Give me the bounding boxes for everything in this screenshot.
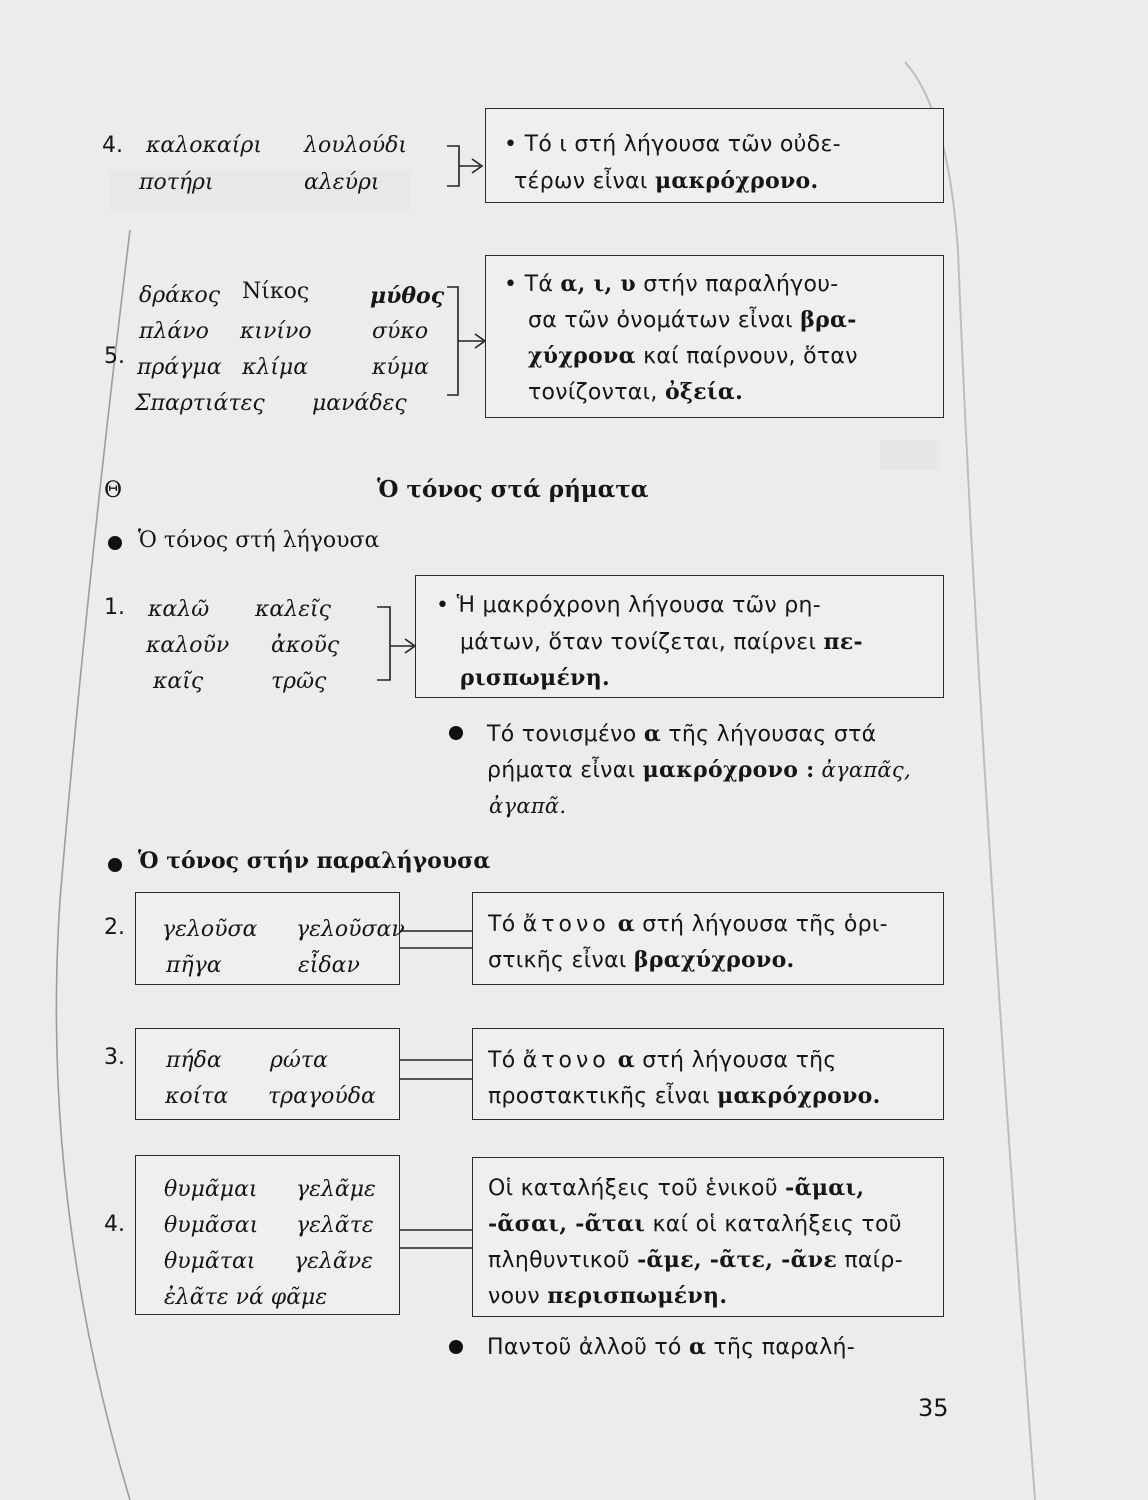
item-number: 1. bbox=[104, 595, 125, 620]
subsection-title: Ὁ τόνος στή λήγουσα bbox=[138, 528, 380, 553]
note-line: ἀγαπᾶ. bbox=[489, 794, 567, 818]
note-line: ρήματα εἶναι μακρόχρονο : ἀγαπᾶς, bbox=[487, 757, 911, 783]
bullet-icon bbox=[449, 726, 463, 740]
word: μύθος bbox=[370, 283, 445, 309]
word: τραγούδα bbox=[268, 1084, 376, 1109]
word: γελᾶμε bbox=[296, 1177, 376, 1202]
word: αλεύρι bbox=[304, 170, 380, 195]
rule-line: νουν περισπωμένη. bbox=[488, 1283, 728, 1309]
word: λουλούδι bbox=[304, 133, 407, 158]
word: καῖς bbox=[153, 669, 204, 694]
word: πράγμα bbox=[137, 355, 222, 380]
word: ρώτα bbox=[270, 1048, 328, 1073]
item-number: 3. bbox=[104, 1045, 125, 1070]
word: θυμᾶσαι bbox=[164, 1213, 259, 1238]
word: σύκο bbox=[372, 319, 429, 344]
word: κοίτα bbox=[165, 1084, 229, 1109]
word: πήδα bbox=[166, 1048, 222, 1073]
word: ποτήρι bbox=[139, 170, 214, 195]
rule-line: ρισπωμένη. bbox=[460, 665, 610, 691]
word: ἐλᾶτε νά φᾶμε bbox=[164, 1285, 328, 1310]
word: γελᾶτε bbox=[296, 1213, 374, 1238]
rule-line: τονίζονται, ὀξεία. bbox=[528, 379, 744, 405]
bullet-icon bbox=[108, 858, 122, 872]
word: δράκος bbox=[139, 283, 221, 308]
word: ἀκοῦς bbox=[271, 633, 340, 658]
word: γελᾶνε bbox=[294, 1249, 373, 1274]
rule-line: Τό ἄτονο α στή λήγουσα τῆς bbox=[488, 1047, 837, 1073]
word: κλίμα bbox=[242, 355, 309, 380]
word: εἶδαν bbox=[298, 953, 360, 978]
word: κινίνο bbox=[240, 319, 312, 344]
word: πλάνο bbox=[139, 319, 209, 344]
rule-line: τέρων εἶναι μακρόχρονο. bbox=[514, 168, 819, 194]
word: μανάδες bbox=[312, 391, 407, 416]
word: θυμᾶμαι bbox=[164, 1177, 258, 1202]
rule-line: σα τῶν ὀνομάτων εἶναι βρα- bbox=[528, 307, 857, 333]
rule-line: πληθυντικοῦ -ᾶμε, -ᾶτε, -ᾶνε παίρ- bbox=[488, 1247, 903, 1273]
rule-line: • Τό ι στή λήγουσα τῶν οὐδε- bbox=[504, 132, 841, 157]
word: καλεῖς bbox=[255, 597, 331, 622]
word: καλῶ bbox=[148, 597, 210, 622]
section-symbol: Θ bbox=[104, 478, 123, 503]
rule-line: χύχρονα καί παίρνουν, ὅταν bbox=[528, 343, 858, 369]
word: κύμα bbox=[372, 355, 429, 380]
note-line: Τό τονισμένο α τῆς λήγουσας στά bbox=[487, 721, 877, 747]
rule-line: Οἱ καταλήξεις τοῦ ἑνικοῦ -ᾶμαι, bbox=[488, 1175, 865, 1201]
word: καλοκαίρι bbox=[146, 133, 262, 158]
word: καλοῦν bbox=[146, 633, 230, 658]
item-number: 4. bbox=[104, 1212, 125, 1237]
page-number: 35 bbox=[918, 1394, 949, 1422]
word: Νίκος bbox=[242, 279, 310, 304]
word: γελοῦσαν bbox=[296, 917, 405, 942]
bullet-icon bbox=[449, 1340, 463, 1354]
item-number: 2. bbox=[104, 915, 125, 940]
rule-line: • Ἡ μακρόχρονη λήγουσα τῶν ρη- bbox=[436, 593, 822, 618]
word: θυμᾶται bbox=[164, 1249, 256, 1274]
rule-line: προστακτικῆς εἶναι μακρόχρονο. bbox=[488, 1083, 881, 1109]
word: τρῶς bbox=[271, 669, 327, 694]
rule-line: -ᾶσαι, -ᾶται καί οἱ καταλήξεις τοῦ bbox=[488, 1211, 902, 1237]
rule-line: • Τά α, ι, υ στήν παραλήγου- bbox=[504, 271, 839, 297]
item-number: 5. bbox=[104, 344, 125, 369]
section-title: Ὁ τόνος στά ρήματα bbox=[377, 476, 649, 503]
word: πῆγα bbox=[166, 953, 222, 978]
item-number: 4. bbox=[102, 133, 123, 158]
bullet-icon bbox=[108, 536, 122, 550]
word: Σπαρτιάτες bbox=[135, 391, 265, 416]
note-line: Παντοῦ ἀλλοῦ τό α τῆς παραλή- bbox=[487, 1334, 856, 1360]
subsection-title: Ὁ τόνος στήν παραλήγουσα bbox=[138, 848, 491, 874]
rule-line: μάτων, ὅταν τονίζεται, παίρνει πε- bbox=[460, 629, 863, 655]
rule-line: στικῆς εἶναι βραχύχρονο. bbox=[488, 947, 795, 973]
word: γελοῦσα bbox=[162, 917, 258, 942]
rule-line: Τό ἄτονο α στή λήγουσα τῆς ὁρι- bbox=[488, 911, 888, 937]
